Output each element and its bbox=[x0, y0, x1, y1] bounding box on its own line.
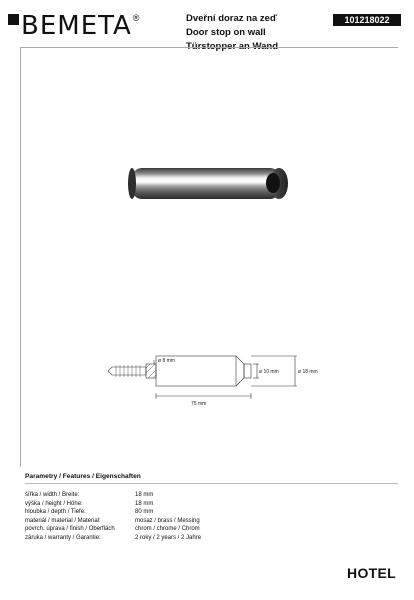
parameter-label: hloubka / depth / Tiefe: bbox=[25, 509, 86, 515]
parameter-row bbox=[25, 508, 201, 517]
parameter-label: povrch. úprava / finish / Oberfläch bbox=[25, 526, 115, 532]
title-cz: Dveřní doraz na zeď bbox=[186, 13, 277, 24]
parameter-row bbox=[25, 525, 201, 534]
parameter-row bbox=[25, 491, 201, 500]
parameters-table bbox=[25, 491, 201, 542]
registered-mark: ® bbox=[132, 13, 140, 23]
parameter-label: šířka / width / Breite: bbox=[25, 492, 80, 498]
parameter-row bbox=[25, 500, 201, 509]
parameter-value: 80 mm bbox=[135, 509, 154, 515]
parameter-value: 2 roky / 2 years / 2 Jahre bbox=[135, 534, 202, 541]
parameter-value: 18 mm bbox=[135, 492, 154, 498]
technical-drawing bbox=[21, 48, 399, 468]
logo-square-icon bbox=[8, 14, 19, 25]
dim-screw-diameter: ø 8 mm bbox=[158, 358, 175, 364]
parameter-label: materiál / material / Material: bbox=[25, 517, 101, 524]
parameter-row bbox=[25, 534, 201, 543]
parameter-value: chrom / chrome / Chrom bbox=[135, 526, 200, 532]
dim-length: 75 mm bbox=[191, 401, 207, 407]
title-en: Door stop on wall bbox=[186, 27, 266, 38]
parameter-label: výška / height / Höhe: bbox=[25, 500, 83, 507]
brand-logo bbox=[8, 12, 139, 42]
title-de: Türstopper an Wand bbox=[186, 41, 279, 52]
category-label: HOTEL bbox=[347, 565, 396, 581]
parameter-value: mosaz / brass / Messing bbox=[135, 517, 200, 524]
parameters-title: Parametry / Features / Eigenschaften bbox=[25, 473, 141, 480]
product-code: 101218022 bbox=[333, 14, 401, 26]
parameter-value: 18 mm bbox=[135, 500, 154, 507]
parameter-label: záruka / warranty / Garantie: bbox=[25, 534, 101, 541]
product-frame bbox=[20, 47, 398, 467]
parameters-divider bbox=[25, 483, 398, 484]
parameter-row bbox=[25, 517, 201, 526]
brand-name: BEMETA bbox=[21, 11, 132, 41]
dim-body-diameter: ø 18 mm bbox=[298, 369, 318, 375]
dim-tip-diameter: ø 10 mm bbox=[259, 369, 279, 375]
